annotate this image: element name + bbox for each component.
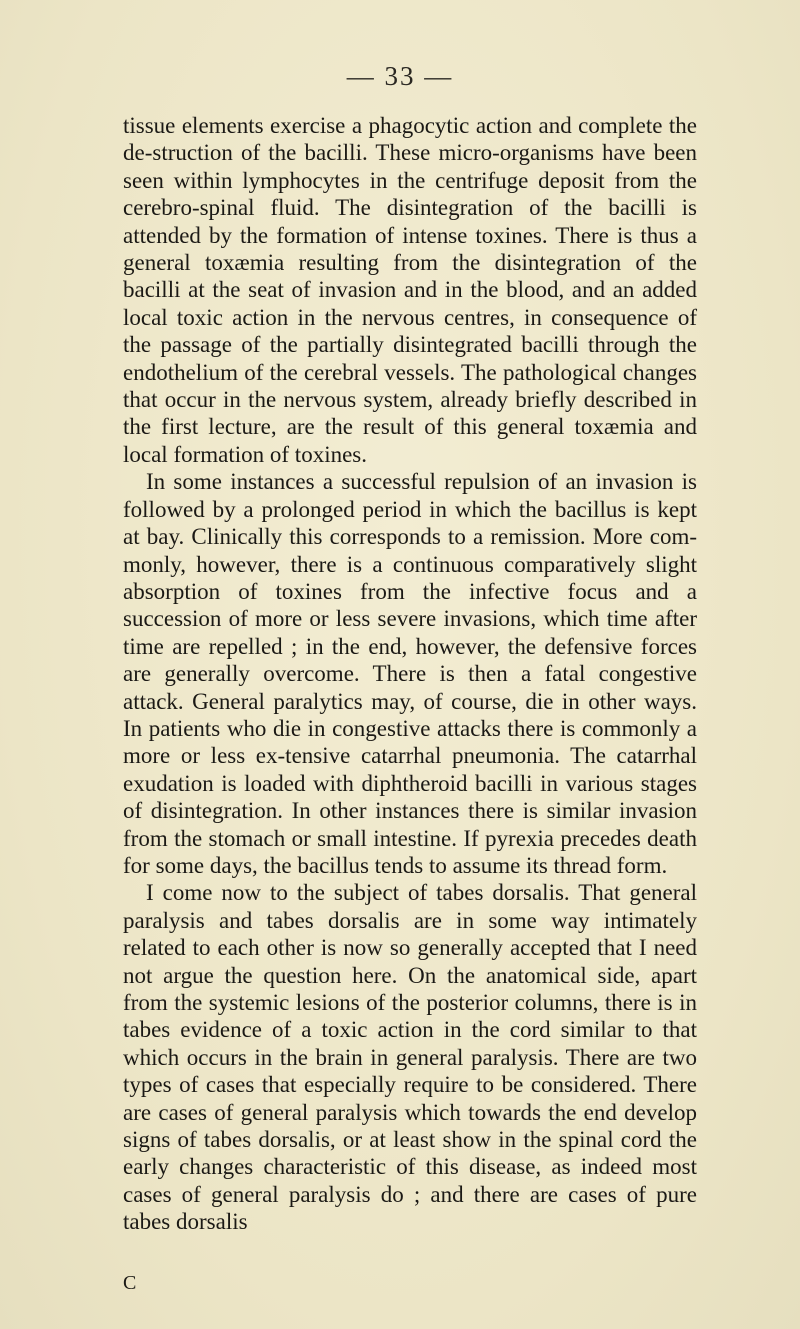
paragraph-1: tissue elements exercise a phagocytic action and complete the de-struction of the bacilli. These micro-organisms have been seen within lymphocytes in the centrifuge deposit from the cerebro-spinal fluid. The disintegration of the bacilli is attended by the formation of intense toxines. There is thus a general toxæmia resulting from the disintegration of the bacilli at the seat of invasion and in the blood, and an added local toxic action in the nervous centres, in consequence of the passage of the partially disintegrated bacilli through the endothelium of the cerebral vessels. The pathological changes that occur in the nervous system, already briefly described in the first lecture, are the result of this general toxæmia and local formation of toxines. bbox=[123, 113, 697, 467]
paragraph-3: I come now to the subject of tabes dorsalis. That general paralysis and tabes dorsalis are in some way intimately related to each other is now so generally accepted that I need not argue the question here. On the anatomical side, apart from the systemic lesions of the posterior columns, there is in tabes evidence of a toxic action in the cord similar to that which occurs in the brain in general paralysis. There are two types of cases that especially require to be considered. There are cases of general paralysis which towards the end develop signs of tabes dorsalis, or at least show in the spinal cord the early changes characteristic of this disease, as indeed most cases of general paralysis do ; and there are cases of pure tabes dorsalis bbox=[123, 880, 697, 1235]
body-text bbox=[123, 112, 697, 1236]
signature-mark: C bbox=[123, 1272, 137, 1294]
page-number-header: — 33 — bbox=[346, 61, 454, 91]
paragraph-2: In some instances a successful repulsion of an invasion is followed by a prolonged period in which the bacillus is kept at bay. Clinically this corresponds to a remission. More com-monly, however, there is a continuous comparatively slight absorption of toxines from the infective focus and a succession of more or less severe invasions, which time after time are repelled ; in the end, however, the defensive forces are generally overcome. There is then a fatal congestive attack. General paralytics may, of course, die in other ways. In patients who die in congestive attacks there is commonly a more or less ex-tensive catarrhal pneumonia. The catarrhal exudation is loaded with diphtheroid bacilli in various stages of disintegration. In other instances there is similar invasion from the stomach or small intestine. If pyrexia precedes death for some days, the bacillus tends to assume its thread form. bbox=[123, 469, 697, 878]
